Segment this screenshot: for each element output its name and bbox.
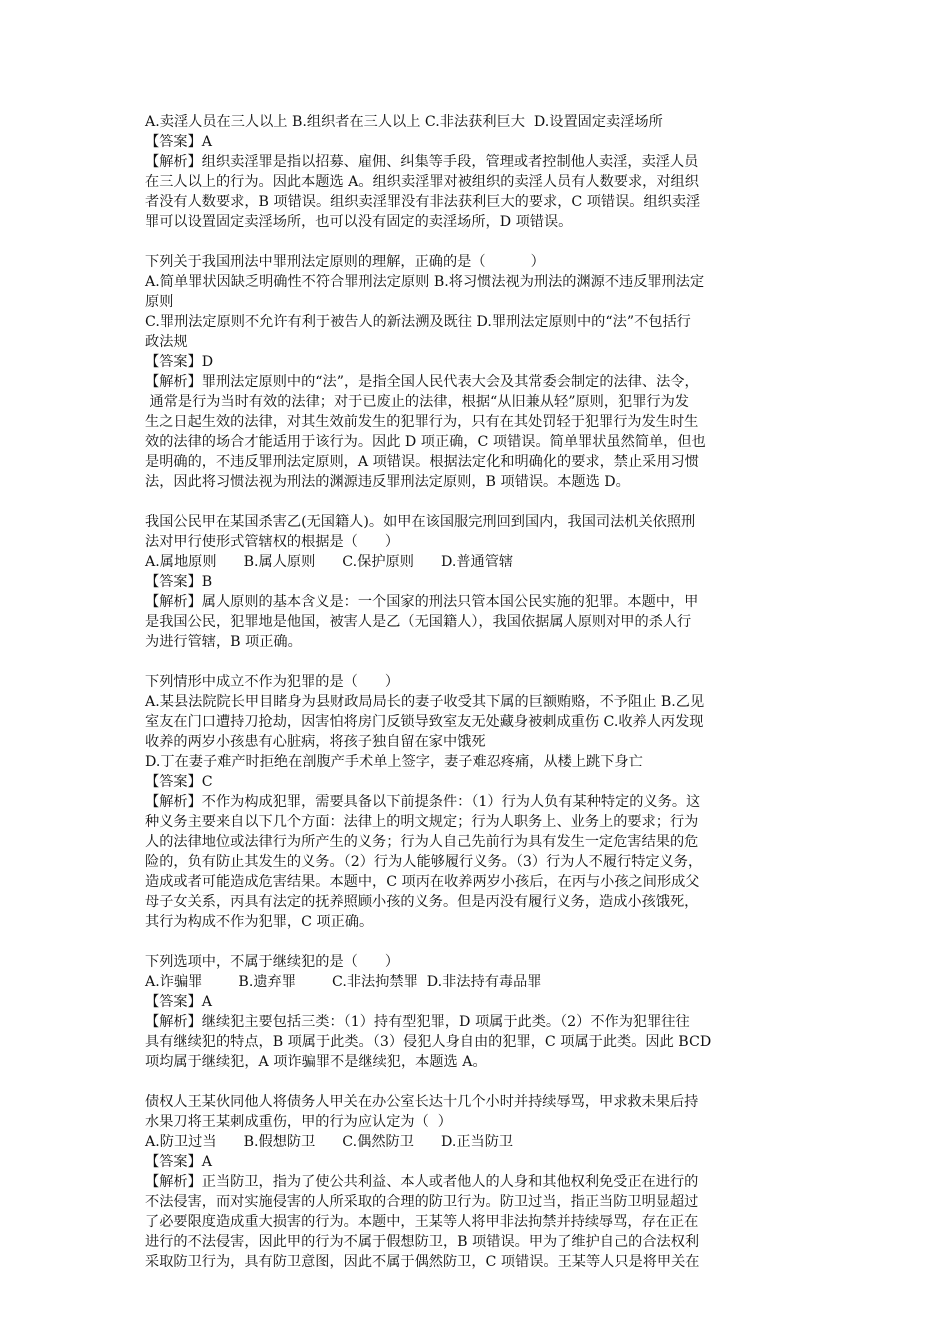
text-line: 效的法律的场合才能适用于该行为。因此 D 项正确，C 项错误。简单罪状虽然简单，但也 [145,434,706,450]
text-line: 水果刀将王某刺成重伤，甲的行为应认定为（ ） [145,1114,452,1130]
text-line: 不法侵害，而对实施侵害的人所采取的合理的防卫行为。防卫过当，指正当防卫明显超过 [145,1194,699,1210]
paragraph-gap [145,232,805,252]
question-block [145,672,805,932]
text-line: 【解析】正当防卫，指为了使公共利益、本人或者他人的人身和其他权利免受正在进行的 [145,1174,699,1190]
text-line: 室友在门口遭持刀抢劫，因害怕将房门反锁导致室友无处藏身被刺成重伤 C.收养人丙发现 [145,714,704,730]
text-line: 者没有人数要求，B 项错误。组织卖淫罪没有非法获利巨大的要求，C 项错误。组织卖淫 [145,194,701,210]
text-line: 【答案】B [145,574,213,590]
paragraph-gap [145,932,805,952]
text-line: A.防卫过当 B.假想防卫 C.偶然防卫 D.正当防卫 [145,1134,514,1150]
text-line: 了必要限度造成重大损害的行为。本题中，王某等人将甲非法拘禁并持续辱骂，存在正在 [145,1214,699,1230]
question-block [145,252,805,492]
text-line: 进行的不法侵害，因此甲的行为不属于假想防卫，B 项错误。甲为了维护自己的合法权利 [145,1234,700,1250]
text-line: 在三人以上的行为。因此本题选 A。组织卖淫罪对被组织的卖淫人员有人数要求，对组织 [145,174,699,190]
text-line: C.罪刑法定原则不允许有利于被告人的新法溯及既往 D.罪刑法定原则中的“法”不包括行 [145,314,691,330]
text-line: 人的法律地位或法律行为所产生的义务；行为人自己先前行为具有发生一定危害结果的危 [145,834,699,850]
text-line: 母子女关系，丙具有法定的抚养照顾小孩的义务。但是丙没有履行义务，造成小孩饿死， [145,894,699,910]
text-line: 种义务主要来自以下几个方面：法律上的明文规定；行为人职务上、业务上的要求；行为 [145,814,699,830]
text-line: A.属地原则 B.属人原则 C.保护原则 D.普通管辖 [145,554,514,570]
paragraph-gap [145,1072,805,1092]
text-line: D.丁在妻子难产时拒绝在剖腹产手术单上签字，妻子难忍疼痛，从楼上跳下身亡 [145,754,643,770]
text-line: 【解析】属人原则的基本含义是：一个国家的刑法只管本国公民实施的犯罪。本题中，甲 [145,594,699,610]
text-line: 法，因此将习惯法视为刑法的渊源违反罪刑法定原则，B 项错误。本题选 D。 [145,474,630,490]
text-line: 下列情形中成立不作为犯罪的是（ ） [145,674,400,690]
text-line: 债权人王某伙同他人将债务人甲关在办公室长达十几个小时并持续辱骂，甲求救未果后持 [145,1094,699,1110]
text-line: 【解析】不作为构成犯罪，需要具备以下前提条件：（1）行为人负有某种特定的义务。这 [145,794,701,810]
text-line: 【解析】罪刑法定原则中的“法”，是指全国人民代表大会及其常委会制定的法律、法令， [145,374,699,390]
text-line: 原则 [145,294,174,310]
text-line: 【答案】D [145,354,214,370]
text-line: 【答案】A [145,134,212,150]
text-line: 【答案】A [145,1154,212,1170]
text-line: A.简单罪状因缺乏明确性不符合罪刑法定原则 B.将习惯法视为刑法的渊源不违反罪刑法定 [145,274,705,290]
text-line: 造成或者可能造成危害结果。本题中，C 项丙在收养两岁小孩后，在丙与小孩之间形成父 [145,874,700,890]
question-block [145,512,805,652]
text-line: 【答案】C [145,774,213,790]
text-line: 为进行管辖，B 项正确。 [145,634,302,650]
text-line: 【答案】A [145,994,212,1010]
text-line: 罪可以设置固定卖淫场所，也可以没有固定的卖淫场所，D 项错误。 [145,214,573,230]
text-line: 下列关于我国刑法中罪刑法定原则的理解，正确的是（ ） [145,254,545,270]
document-page [145,112,805,1272]
text-line: 【解析】继续犯主要包括三类：（1）持有型犯罪，D 项属于此类。（2）不作为犯罪往往 [145,1014,690,1030]
text-line: 下列选项中，不属于继续犯的是（ ） [145,954,400,970]
question-block [145,112,805,232]
text-line: 我国公民甲在某国杀害乙(无国籍人)。如甲在该国服完刑回到国内，我国司法机关依照刑 [145,514,696,530]
text-line: 【解析】组织卖淫罪是指以招募、雇佣、纠集等手段，管理或者控制他人卖淫，卖淫人员 [145,154,699,170]
text-line: 政法规 [145,334,188,350]
text-line: 其行为构成不作为犯罪，C 项正确。 [145,914,374,930]
text-line: 法对甲行使形式管辖权的根据是（ ） [145,534,400,550]
text-line: 是我国公民，犯罪地是他国，被害人是乙（无国籍人），我国依据属人原则对甲的杀人行 [145,614,692,630]
text-line: 项均属于继续犯，A 项诈骗罪不是继续犯，本题选 A。 [145,1054,487,1070]
text-line: 生之日起生效的法律，对其生效前发生的犯罪行为，只有在其处罚轻于犯罪行为发生时生 [145,414,699,430]
text-line: 通常是行为当时有效的法律；对于已废止的法律，根据“从旧兼从轻”原则，犯罪行为发 [145,394,689,410]
text-line: A.诈骗罪 B.遗弃罪 C.非法拘禁罪 D.非法持有毒品罪 [145,974,542,990]
text-line: A.卖淫人员在三人以上 B.组织者在三人以上 C.非法获利巨大 D.设置固定卖淫场所 [145,114,663,130]
question-block [145,1092,805,1272]
question-block [145,952,805,1072]
text-line: 险的，负有防止其发生的义务。（2）行为人能够履行义务。（3）行为人不履行特定义务， [145,854,703,870]
text-line: 是明确的，不违反罪刑法定原则，A 项错误。根据法定化和明确化的要求，禁止采用习惯 [145,454,699,470]
paragraph-gap [145,492,805,512]
paragraph-gap [145,652,805,672]
text-line: 具有继续犯的特点，B 项属于此类。（3）侵犯人身自由的犯罪，C 项属于此类。因此 BCD [145,1034,712,1050]
text-line: 采取防卫行为，具有防卫意图，因此不属于偶然防卫，C 项错误。王某等人只是将甲关在 [145,1254,700,1270]
text-line: A.某县法院院长甲目睹身为县财政局局长的妻子收受其下属的巨额贿赂，不予阻止 B.乙见 [145,694,705,710]
text-line: 收养的两岁小孩患有心脏病，将孩子独自留在家中饿死 [145,734,486,750]
